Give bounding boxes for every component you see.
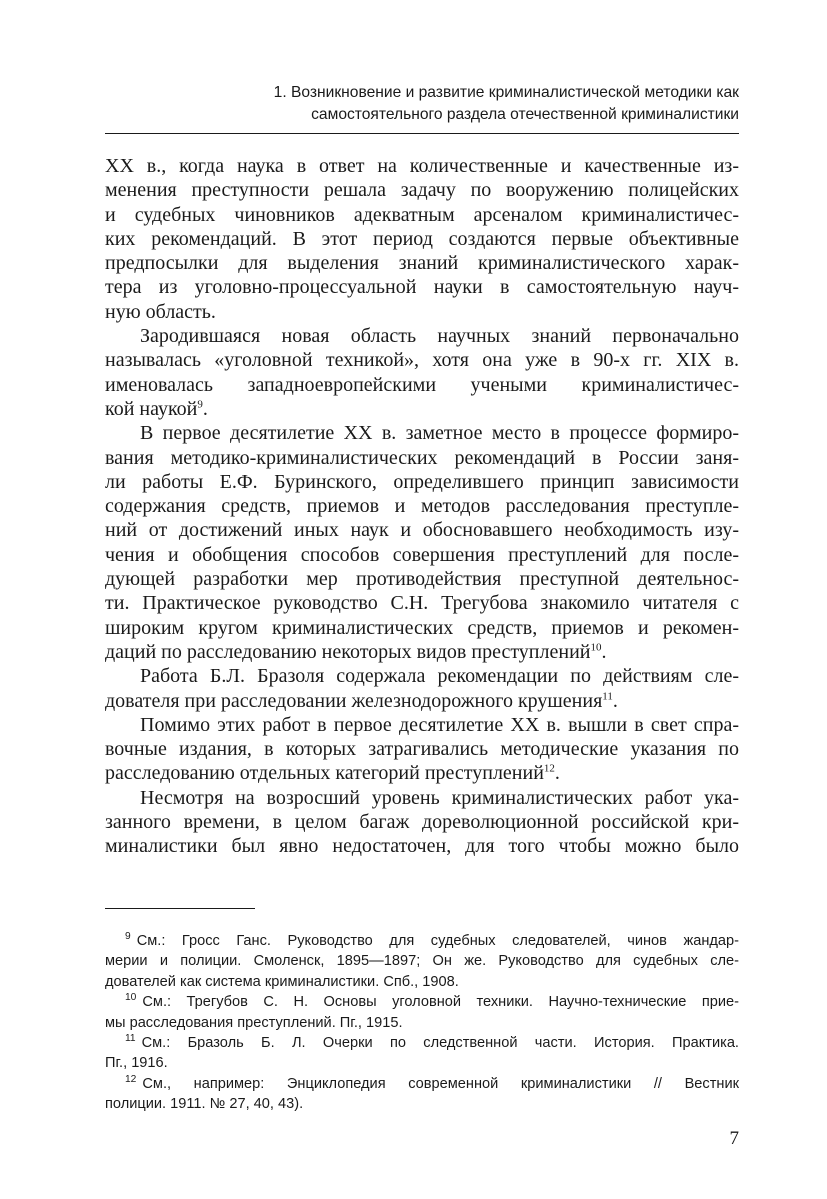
text-line-content: даций по расследованию некоторых видов преступлений — [105, 640, 591, 663]
text-line: чения и обобщения способов совершения преступлений для после- — [105, 543, 739, 566]
footnote-11 — [105, 1033, 739, 1074]
footnote-ref-9[interactable]: 9 — [197, 398, 203, 411]
text-line: XX в., когда наука в ответ на количественные и качественные из- — [105, 155, 739, 177]
main-text — [105, 154, 739, 859]
footnote-line: полиции. 1911. № 27, 40, 43). — [105, 1096, 304, 1113]
text-line: Зародившаяся новая область научных знаний первоначально — [140, 325, 739, 348]
footnote-line — [105, 992, 739, 1012]
end-punctuation: . — [601, 640, 607, 663]
footnote-divider — [105, 908, 255, 909]
text-line: ную область. — [105, 300, 216, 323]
text-line: дующей разработки мер противодействия преступной деятельнос- — [105, 568, 739, 591]
text-line: ти. Практическое руководство С.Н. Трегубова знакомило читателя с — [105, 592, 739, 615]
footnote-line — [105, 1033, 739, 1053]
paragraph-3 — [105, 421, 739, 664]
end-punctuation: . — [202, 397, 208, 420]
footnote-marker: 11 — [125, 1033, 136, 1045]
running-header — [150, 82, 739, 126]
paragraph-2 — [105, 324, 739, 421]
footnote-line — [105, 931, 739, 951]
text-line-content: дователя при расследовании железнодорожного крушения — [105, 689, 603, 712]
footnote-line: Пг., 1916. — [105, 1055, 168, 1072]
text-line: Несмотря на возросший уровень криминалистических работ ука- — [140, 786, 739, 809]
paragraph-5 — [105, 713, 739, 786]
text-line: широким кругом криминалистических средств, приемов и рекомен- — [105, 616, 739, 639]
footnote-ref-10[interactable]: 10 — [590, 641, 602, 654]
footnote-line — [105, 1074, 739, 1094]
text-line — [105, 397, 739, 421]
text-line: тера из уголовно-процессуальной науки в самостоятельную науч- — [105, 276, 739, 299]
text-line: занного времени, в целом багаж дореволюционной российской кри- — [105, 811, 739, 834]
text-line-content: кой наукой — [105, 397, 198, 420]
running-header-line-2: самостоятельного раздела отечественной криминалистики — [311, 106, 739, 123]
text-line: называлась «уголовной техникой», хотя она уже в 90-х гг. XIX в. — [105, 349, 739, 372]
footnote-9 — [105, 931, 739, 992]
text-line: Помимо этих работ в первое десятилетие XX в. вышли в свет спра- — [140, 713, 739, 736]
text-line-content: расследованию отдельных категорий преступлений — [105, 762, 544, 785]
text-line: ких рекомендаций. В этот период создаются первые объективные — [105, 227, 739, 250]
text-line: вочные издания, в которых затрагивались методические указания по — [105, 738, 739, 761]
footnote-line-content: См.: Бразоль Б. Л. Очерки по следственной части. История. Практика. — [141, 1035, 739, 1052]
text-line: именовалась западноевропейскими учеными криминалистичес- — [105, 373, 739, 396]
text-line: менения преступности решала задачу по вооружению полицейских — [105, 179, 739, 202]
page-number: 7 — [729, 1128, 739, 1149]
paragraph-6 — [105, 786, 739, 859]
footnote-line-content: См.: Трегубов С. Н. Основы уголовной техники. Научно-технические прие- — [142, 994, 739, 1011]
footnote-line: мы расследования преступлений. Пг., 1915. — [105, 1014, 403, 1031]
running-header-line-1: 1. Возникновение и развитие криминалистической методики как — [273, 84, 739, 101]
paragraph-1 — [105, 154, 739, 324]
text-line: В первое десятилетие XX в. заметное место в процессе формиро- — [140, 422, 739, 445]
footnote-marker: 12 — [125, 1073, 137, 1085]
text-line — [105, 640, 739, 664]
text-line: Работа Б.Л. Бразоля содержала рекомендации по действиям сле- — [140, 665, 739, 688]
text-line: вания методико-криминалистических рекомендаций в России заня- — [105, 446, 739, 469]
text-line — [105, 761, 739, 785]
footnote-ref-12[interactable]: 12 — [543, 762, 555, 775]
footnote-line: мерии и полиции. Смоленск, 1895—1897; Он же. Руководство для судебных сле- — [105, 953, 739, 970]
footnote-line-content: См.: Гросс Ганс. Руководство для судебных следователей, чинов жандар- — [136, 933, 739, 949]
end-punctuation: . — [554, 762, 560, 785]
text-line: миналистики был явно недостаточен, для того чтобы можно было — [105, 835, 739, 858]
paragraph-4 — [105, 664, 739, 713]
text-line — [105, 689, 739, 713]
end-punctuation: . — [612, 689, 618, 712]
footnote-line-content: См., например: Энциклопедия современной криминалистики // Вестник — [142, 1075, 739, 1092]
footnote-marker: 9 — [125, 931, 131, 943]
text-line: содержания средств, приемов и методов расследования преступле- — [105, 495, 739, 518]
text-line: ний от достижений иных наук и обосновавшего необходимость изу- — [105, 519, 739, 542]
text-line: и судебных чиновников адекватным арсеналом криминалистичес- — [105, 203, 739, 226]
footnote-line: дователей как система криминалистики. Спб., 1908. — [105, 973, 459, 990]
footnote-marker: 10 — [125, 992, 137, 1004]
footnote-ref-11[interactable]: 11 — [602, 689, 613, 702]
text-line: предпосылки для выделения знаний криминалистического харак- — [105, 252, 739, 275]
footnotes — [105, 931, 739, 1115]
header-divider — [105, 133, 739, 134]
text-line: ли работы Е.Ф. Буринского, определившего принцип зависимости — [105, 470, 739, 493]
footnote-10 — [105, 992, 739, 1033]
footnote-12 — [105, 1074, 739, 1115]
